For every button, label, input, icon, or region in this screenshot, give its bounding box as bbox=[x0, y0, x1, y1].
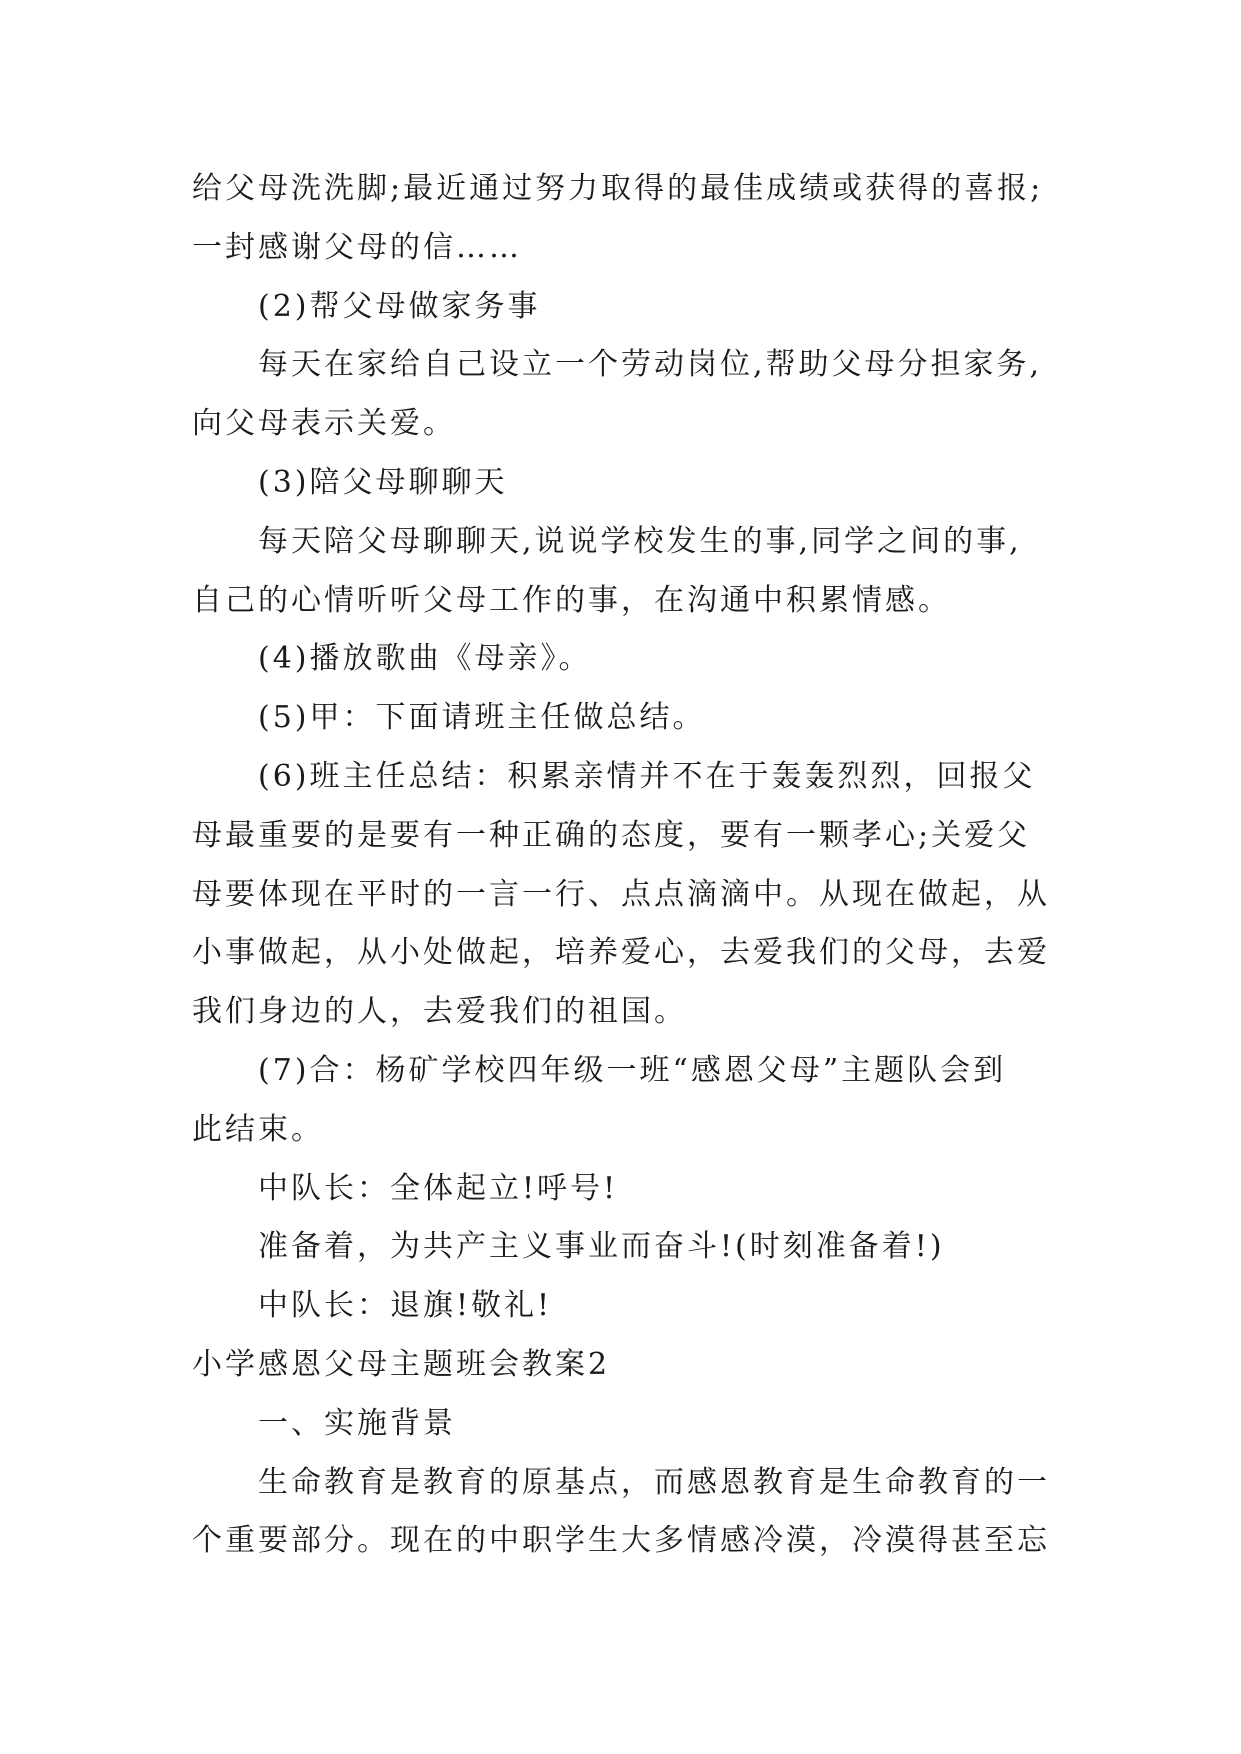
text-line: 个重要部分。现在的中职学生大多情感冷漠，冷漠得甚至忘 bbox=[192, 1523, 1050, 1559]
text-line: (6)班主任总结：积累亲情并不在于轰轰烈烈，回报父 bbox=[258, 758, 1036, 794]
document-body bbox=[192, 160, 1052, 1571]
text-line: 每天陪父母聊聊天,说说学校发生的事,同学之间的事, bbox=[258, 523, 1022, 559]
subheading: (2)帮父母做家务事 bbox=[258, 288, 541, 324]
text-line: 小事做起，从小处做起，培养爱心，去爱我们的父母，去爱 bbox=[192, 935, 1050, 971]
text-line: 生命教育是教育的原基点，而感恩教育是生命教育的一 bbox=[258, 1464, 1050, 1500]
text-line: 母最重要的是要有一种正确的态度，要有一颗孝心;关爱父 bbox=[192, 817, 1031, 853]
text-line: (4)播放歌曲《母亲》。 bbox=[258, 641, 592, 677]
subheading: (3)陪父母聊聊天 bbox=[258, 464, 508, 500]
text-line: (7)合：杨矿学校四年级一班“感恩父母”主题队会到 bbox=[258, 1052, 1007, 1088]
text-line: 准备着，为共产主义事业而奋斗!(时刻准备着!) bbox=[258, 1229, 945, 1265]
text-line: 向父母表示关爱。 bbox=[192, 406, 456, 442]
text-line: 一封感谢父母的信…… bbox=[192, 229, 522, 265]
text-line: 母要体现在平时的一言一行、点点滴滴中。从现在做起，从 bbox=[192, 876, 1050, 912]
text-line: 每天在家给自己设立一个劳动岗位,帮助父母分担家务, bbox=[258, 347, 1043, 383]
text-line: 中队长：退旗!敬礼! bbox=[258, 1288, 553, 1324]
subheading: 一、实施背景 bbox=[258, 1405, 456, 1441]
text-line: 自己的心情听听父母工作的事，在沟通中积累情感。 bbox=[192, 582, 951, 618]
text-line: 此结束。 bbox=[192, 1111, 324, 1147]
text-line: (5)甲：下面请班主任做总结。 bbox=[258, 700, 706, 736]
text-line: 中队长：全体起立!呼号! bbox=[258, 1170, 619, 1206]
section-title: 小学感恩父母主题班会教案2 bbox=[192, 1346, 611, 1382]
text-line: 给父母洗洗脚;最近通过努力取得的最佳成绩或获得的喜报; bbox=[192, 171, 1044, 206]
text-line: 我们身边的人，去爱我们的祖国。 bbox=[192, 994, 687, 1030]
